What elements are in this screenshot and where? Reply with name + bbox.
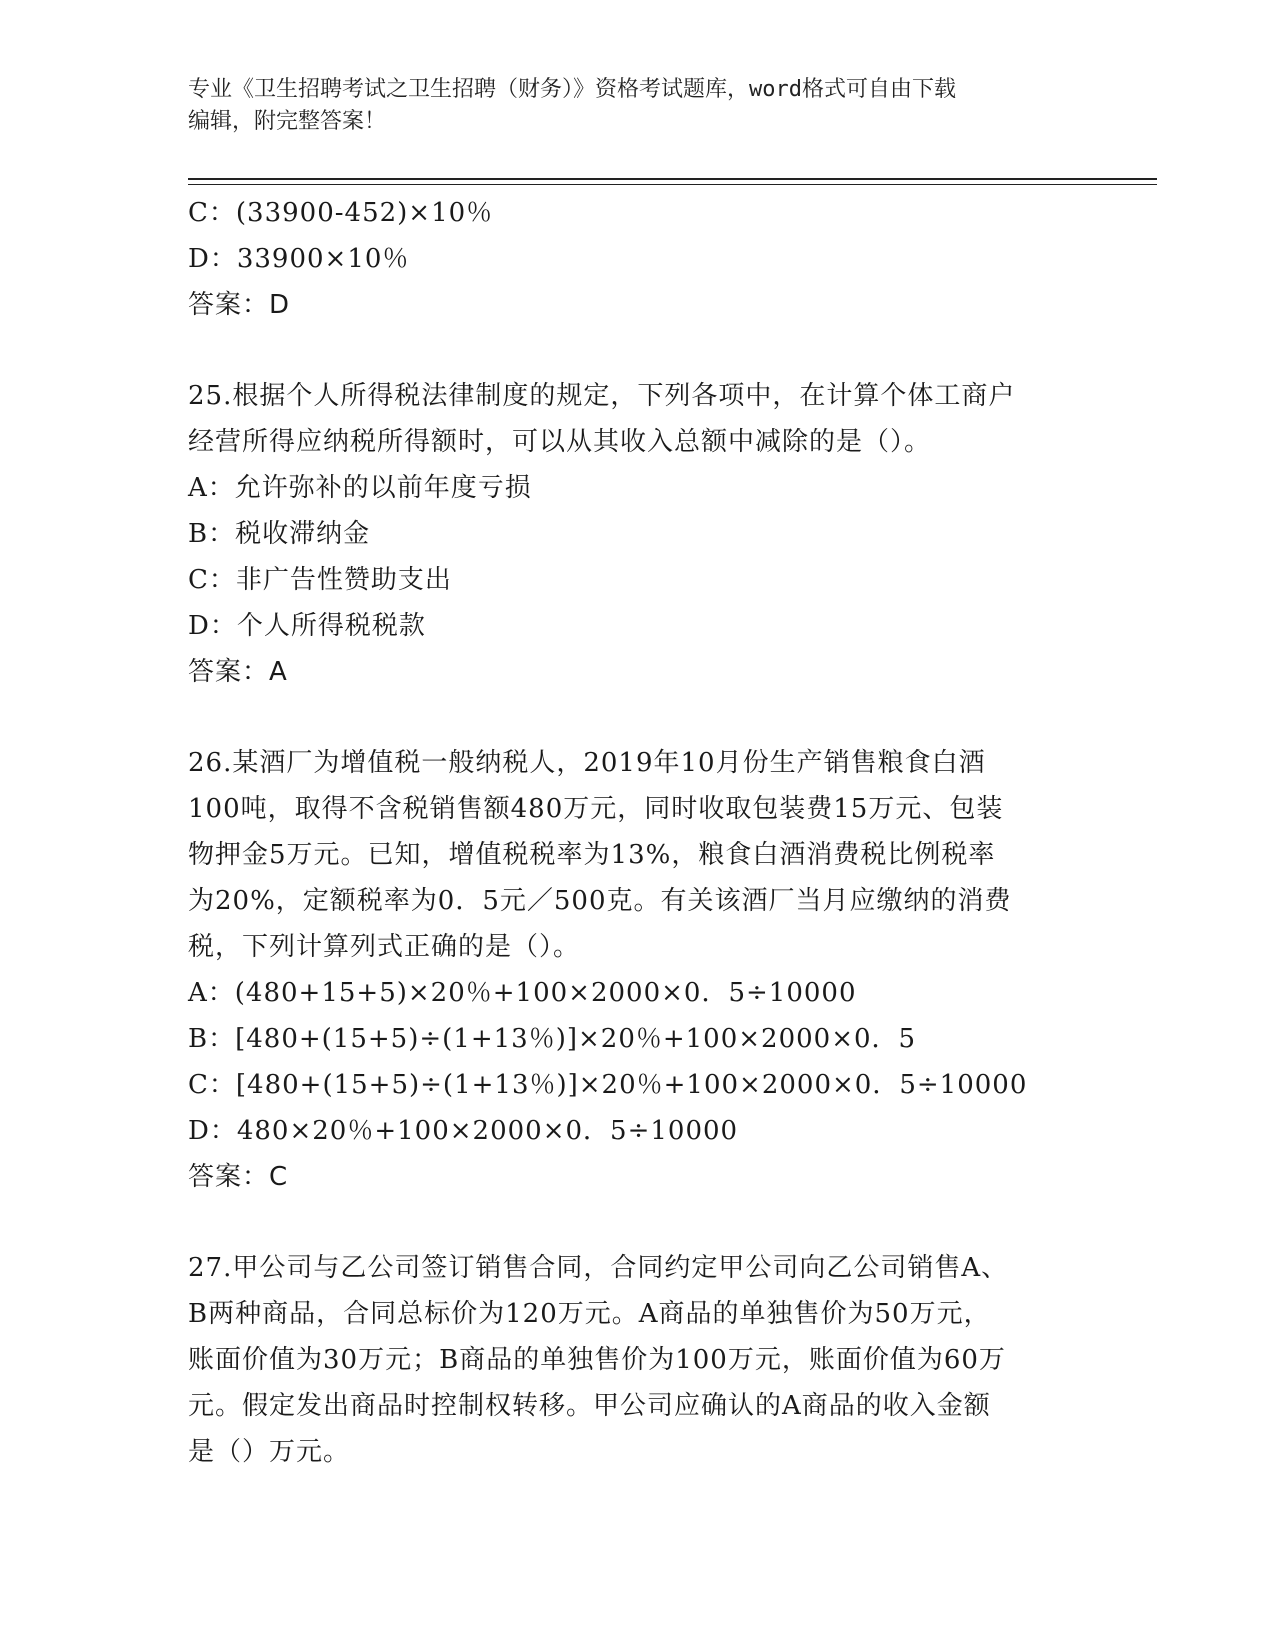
option-a: A：允许弥补的以前年度亏损 — [188, 473, 532, 503]
answer-line: 答案：D — [188, 290, 291, 320]
header-divider-thin — [188, 184, 1157, 185]
spacer — [188, 328, 1088, 373]
question-content — [188, 190, 1088, 1475]
question-stem-line: 账面价值为30万元；B商品的单独售价为100万元，账面价值为60万 — [188, 1345, 1006, 1375]
option-a: A：(480+15+5)×20％+100×2000×0．5÷10000 — [188, 978, 857, 1008]
question-27 — [188, 1245, 1088, 1475]
prev-question-block — [188, 190, 1088, 328]
option-d: D：480×20％+100×2000×0．5÷10000 — [188, 1116, 739, 1146]
question-stem-line: 物押金5万元。已知，增值税税率为13%，粮食白酒消费税比例税率 — [188, 840, 996, 870]
answer-line: 答案：C — [188, 1162, 289, 1192]
document-header — [188, 74, 1088, 138]
question-stem-line: 25.根据个人所得税法律制度的规定，下列各项中，在计算个体工商户 — [188, 381, 1016, 411]
option-c: C：非广告性赞助支出 — [188, 565, 452, 595]
question-stem-line: 27.甲公司与乙公司签订销售合同，合同约定甲公司向乙公司销售A、 — [188, 1253, 1009, 1283]
question-stem-line: 是（）万元。 — [188, 1437, 351, 1467]
question-25 — [188, 373, 1088, 695]
option-d: D：个人所得税税款 — [188, 611, 426, 641]
question-stem-line: 税，下列计算列式正确的是（）。 — [188, 932, 581, 962]
question-stem-line: 为20%，定额税率为0．5元／500克。有关该酒厂当月应缴纳的消费 — [188, 886, 1012, 916]
question-stem-line: 经营所得应纳税所得额时，可以从其收入总额中减除的是（）。 — [188, 427, 932, 457]
answer-line: 答案：A — [188, 657, 288, 687]
spacer — [188, 695, 1088, 740]
option-b: B：[480+(15+5)÷(1+13％)]×20％+100×2000×0．5 — [188, 1024, 917, 1054]
question-stem-line: 元。假定发出商品时控制权转移。甲公司应确认的A商品的收入金额 — [188, 1391, 991, 1421]
question-stem-line: 26.某酒厂为增值税一般纳税人，2019年10月份生产销售粮食白酒 — [188, 748, 986, 778]
question-stem-line: B两种商品，合同总标价为120万元。A商品的单独售价为50万元， — [188, 1299, 991, 1329]
header-line-2: 编辑，附完整答案！ — [188, 109, 387, 134]
spacer — [188, 1200, 1088, 1245]
option-c: C：(33900-452)×10％ — [188, 198, 494, 228]
option-c: C：[480+(15+5)÷(1+13％)]×20％+100×2000×0．5÷10000 — [188, 1070, 1028, 1100]
header-divider-thick — [188, 178, 1157, 180]
header-line-1: 专业《卫生招聘考试之卫生招聘（财务）》资格考试题库，word格式可自由下载 — [188, 77, 956, 102]
option-d: D：33900×10％ — [188, 244, 410, 274]
question-stem-line: 100吨，取得不含税销售额480万元，同时收取包装费15万元、包装 — [188, 794, 1004, 824]
option-b: B：税收滞纳金 — [188, 519, 371, 549]
question-26 — [188, 740, 1088, 1200]
